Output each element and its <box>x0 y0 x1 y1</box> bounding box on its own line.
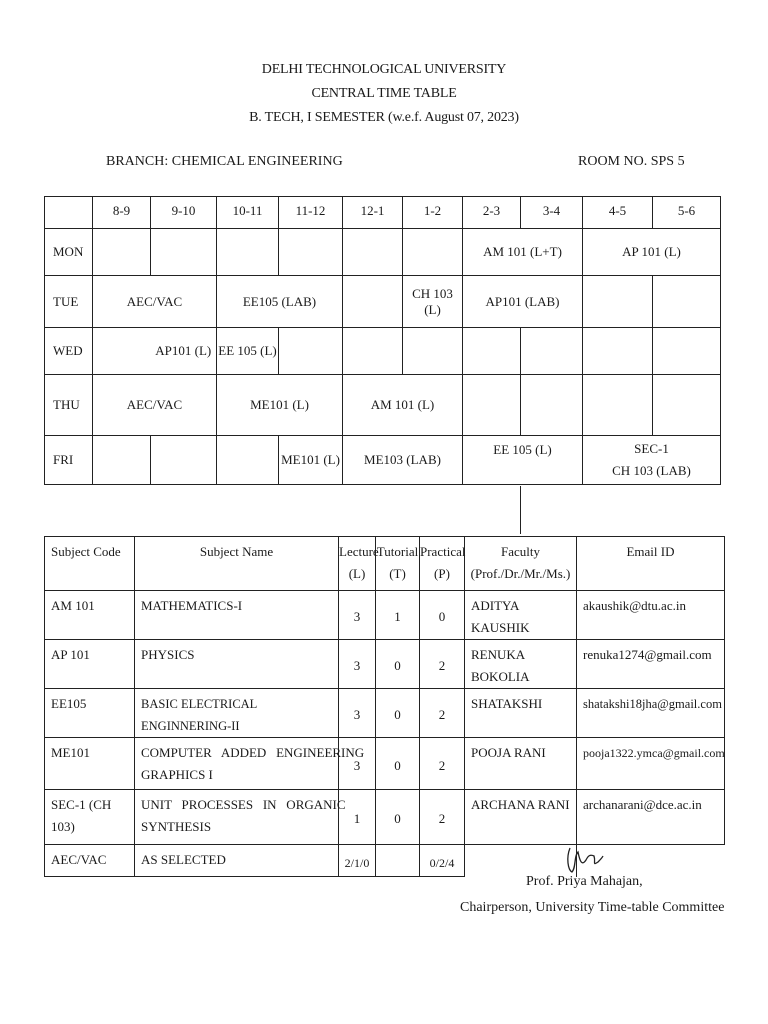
connector-line <box>520 486 521 534</box>
slot-header: 1-2 <box>403 197 463 229</box>
slot-header: 9-10 <box>151 197 217 229</box>
class-cell: EE 105 (L) <box>463 436 583 485</box>
column-header-line: Lecture <box>339 544 379 559</box>
tutorial-count: 0 <box>376 689 420 738</box>
subject-code: AEC/VAC <box>45 845 135 877</box>
practical-count: 2 <box>420 790 465 845</box>
subject-name-line: COMPUTER ADDED ENGINEERING <box>141 745 365 760</box>
day-row-mon <box>45 229 721 276</box>
slot-header: 10-11 <box>217 197 279 229</box>
branch-label: BRANCH: CHEMICAL ENGINEERING <box>106 154 343 169</box>
column-header <box>420 537 465 591</box>
faculty-name: POOJA RANI <box>465 738 577 790</box>
column-header <box>339 537 379 591</box>
empty-cell <box>279 328 343 375</box>
lecture-count: 3 <box>339 738 376 790</box>
day-row-wed <box>45 328 721 375</box>
column-header: Subject Name <box>135 537 339 591</box>
signature-mark <box>564 842 604 876</box>
column-header-line: Practical <box>420 544 466 559</box>
faculty-name: RENUKA BOKOLIA <box>465 640 577 689</box>
class-cell: AP101 (LAB) <box>463 276 583 328</box>
empty-cell <box>93 328 151 375</box>
class-cell: EE 105 (L) <box>217 328 279 375</box>
slot-header: 8-9 <box>93 197 151 229</box>
day-label: WED <box>45 328 93 375</box>
faculty-name: SHATAKSHI <box>465 689 577 738</box>
empty-cell <box>217 436 279 485</box>
class-cell: ME101 (L) <box>279 436 343 485</box>
subject-code <box>45 790 135 845</box>
empty-cell <box>521 328 583 375</box>
subject-code-line: (CH 103) <box>51 797 112 834</box>
day-label: FRI <box>45 436 93 485</box>
day-label: MON <box>45 229 93 276</box>
tutorial-count: 1 <box>376 591 420 640</box>
lecture-count: 2/1/0 <box>339 845 376 877</box>
empty-cell <box>653 328 721 375</box>
slot-header: 11-12 <box>279 197 343 229</box>
faculty-name: ARCHANA RANI <box>465 790 577 845</box>
table-row <box>45 790 725 845</box>
class-cell: AM 101 (L) <box>343 375 463 436</box>
subject-code: ME101 <box>45 738 135 790</box>
class-cell: ME103 (LAB) <box>343 436 463 485</box>
column-header: Email ID <box>577 537 725 591</box>
practical-count: 0/2/4 <box>420 845 465 877</box>
lecture-count: 3 <box>339 689 376 738</box>
subject-code: AP 101 <box>45 640 135 689</box>
day-label: THU <box>45 375 93 436</box>
subject-name: PHYSICS <box>135 640 339 689</box>
empty-cell <box>463 375 521 436</box>
class-cell: AEC/VAC <box>93 375 217 436</box>
empty-cell <box>583 328 653 375</box>
class-cell: EE105 (LAB) <box>217 276 343 328</box>
class-cell-line: SEC-1 <box>634 441 669 456</box>
subject-name <box>135 790 346 845</box>
tutorial-count: 0 <box>376 738 420 790</box>
column-header-line: Faculty <box>501 544 540 559</box>
empty-cell <box>653 276 721 328</box>
empty-cell <box>653 375 721 436</box>
class-cell: AM 101 (L+T) <box>463 229 583 276</box>
empty-cell <box>217 229 279 276</box>
empty-cell <box>151 436 217 485</box>
table-row <box>45 738 725 790</box>
email-id: shatakshi18jha@gmail.com <box>577 689 725 738</box>
practical-count: 2 <box>420 640 465 689</box>
subject-name <box>135 738 365 790</box>
slot-header: 3-4 <box>521 197 583 229</box>
table-row <box>45 591 725 640</box>
empty-cell <box>403 229 463 276</box>
day-label: TUE <box>45 276 93 328</box>
empty-cell <box>343 328 403 375</box>
email-id: archanarani@dce.ac.in <box>577 790 725 845</box>
slot-header: 4-5 <box>583 197 653 229</box>
subject-name: AS SELECTED <box>135 845 339 877</box>
column-header-line: (P) <box>434 566 450 581</box>
empty-cell <box>583 375 653 436</box>
day-row-tue <box>45 276 721 328</box>
practical-count: 2 <box>420 738 465 790</box>
subject-code: AM 101 <box>45 591 135 640</box>
room-label: ROOM NO. SPS 5 <box>578 154 685 169</box>
tutorial-count <box>376 845 420 877</box>
empty-cell <box>343 276 403 328</box>
lecture-count: 3 <box>339 640 376 689</box>
faculty-name: ADITYA KAUSHIK <box>465 591 577 640</box>
subject-name: BASIC ELECTRICAL ENGINNERING-II <box>135 689 339 738</box>
class-cell <box>583 436 721 485</box>
empty-cell <box>151 229 217 276</box>
empty-cell <box>93 229 151 276</box>
class-cell-line: CH 103 (LAB) <box>612 463 691 478</box>
slot-header: 2-3 <box>463 197 521 229</box>
subject-code-line: SEC-1 <box>51 797 86 812</box>
timetable-header-row <box>45 197 721 229</box>
subject-name: MATHEMATICS-I <box>135 591 339 640</box>
empty-cell <box>463 328 521 375</box>
class-cell: CH 103 (L) <box>403 276 463 328</box>
class-cell: AP 101 (L) <box>583 229 721 276</box>
tutorial-count: 0 <box>376 790 420 845</box>
class-cell: AP101 (L) <box>151 328 217 375</box>
column-header <box>376 537 420 591</box>
email-id: akaushik@dtu.ac.in <box>577 591 725 640</box>
email-id: pooja1322.ymca@gmail.com <box>577 738 725 790</box>
semester-line: B. TECH, I SEMESTER (w.e.f. August 07, 2023) <box>249 110 519 125</box>
practical-count: 0 <box>420 591 465 640</box>
weekly-timetable <box>44 196 721 485</box>
empty-cell <box>521 375 583 436</box>
subject-header-row <box>45 537 725 591</box>
day-row-fri <box>45 436 721 485</box>
empty-cell <box>343 229 403 276</box>
university-name: DELHI TECHNOLOGICAL UNIVERSITY <box>261 62 507 77</box>
column-header <box>465 537 577 591</box>
subject-details-table <box>44 536 725 877</box>
practical-count: 2 <box>420 689 465 738</box>
faculty-name <box>465 845 577 877</box>
lecture-count: 3 <box>339 591 376 640</box>
document-title: CENTRAL TIME TABLE <box>311 86 457 101</box>
email-id: renuka1274@gmail.com <box>577 640 725 689</box>
class-cell: AEC/VAC <box>93 276 217 328</box>
signatory-name: Prof. Priya Mahajan, <box>526 874 643 889</box>
empty-cell <box>93 436 151 485</box>
signatory-role: Chairperson, University Time-table Committee <box>460 900 725 915</box>
column-header-line: (L) <box>348 566 366 581</box>
empty-cell <box>279 229 343 276</box>
slot-header: 5-6 <box>653 197 721 229</box>
column-header-line: (Prof./Dr./Mr./Ms.) <box>470 566 571 581</box>
lecture-count: 1 <box>339 790 376 845</box>
table-row <box>45 845 725 877</box>
table-row <box>45 640 725 689</box>
subject-name-line: SYNTHESIS <box>141 819 212 834</box>
corner-cell <box>45 197 93 229</box>
empty-cell <box>583 276 653 328</box>
subject-name-line: GRAPHICS I <box>141 767 213 782</box>
subject-name-line: UNIT PROCESSES IN ORGANIC <box>141 797 346 812</box>
subject-code: EE105 <box>45 689 135 738</box>
column-header-line: (T) <box>389 566 406 581</box>
empty-cell <box>403 328 463 375</box>
column-header: Subject Code <box>45 537 135 591</box>
column-header-line: Tutorial <box>376 544 419 559</box>
slot-header: 12-1 <box>343 197 403 229</box>
table-row <box>45 689 725 738</box>
tutorial-count: 0 <box>376 640 420 689</box>
day-row-thu <box>45 375 721 436</box>
class-cell: ME101 (L) <box>217 375 343 436</box>
